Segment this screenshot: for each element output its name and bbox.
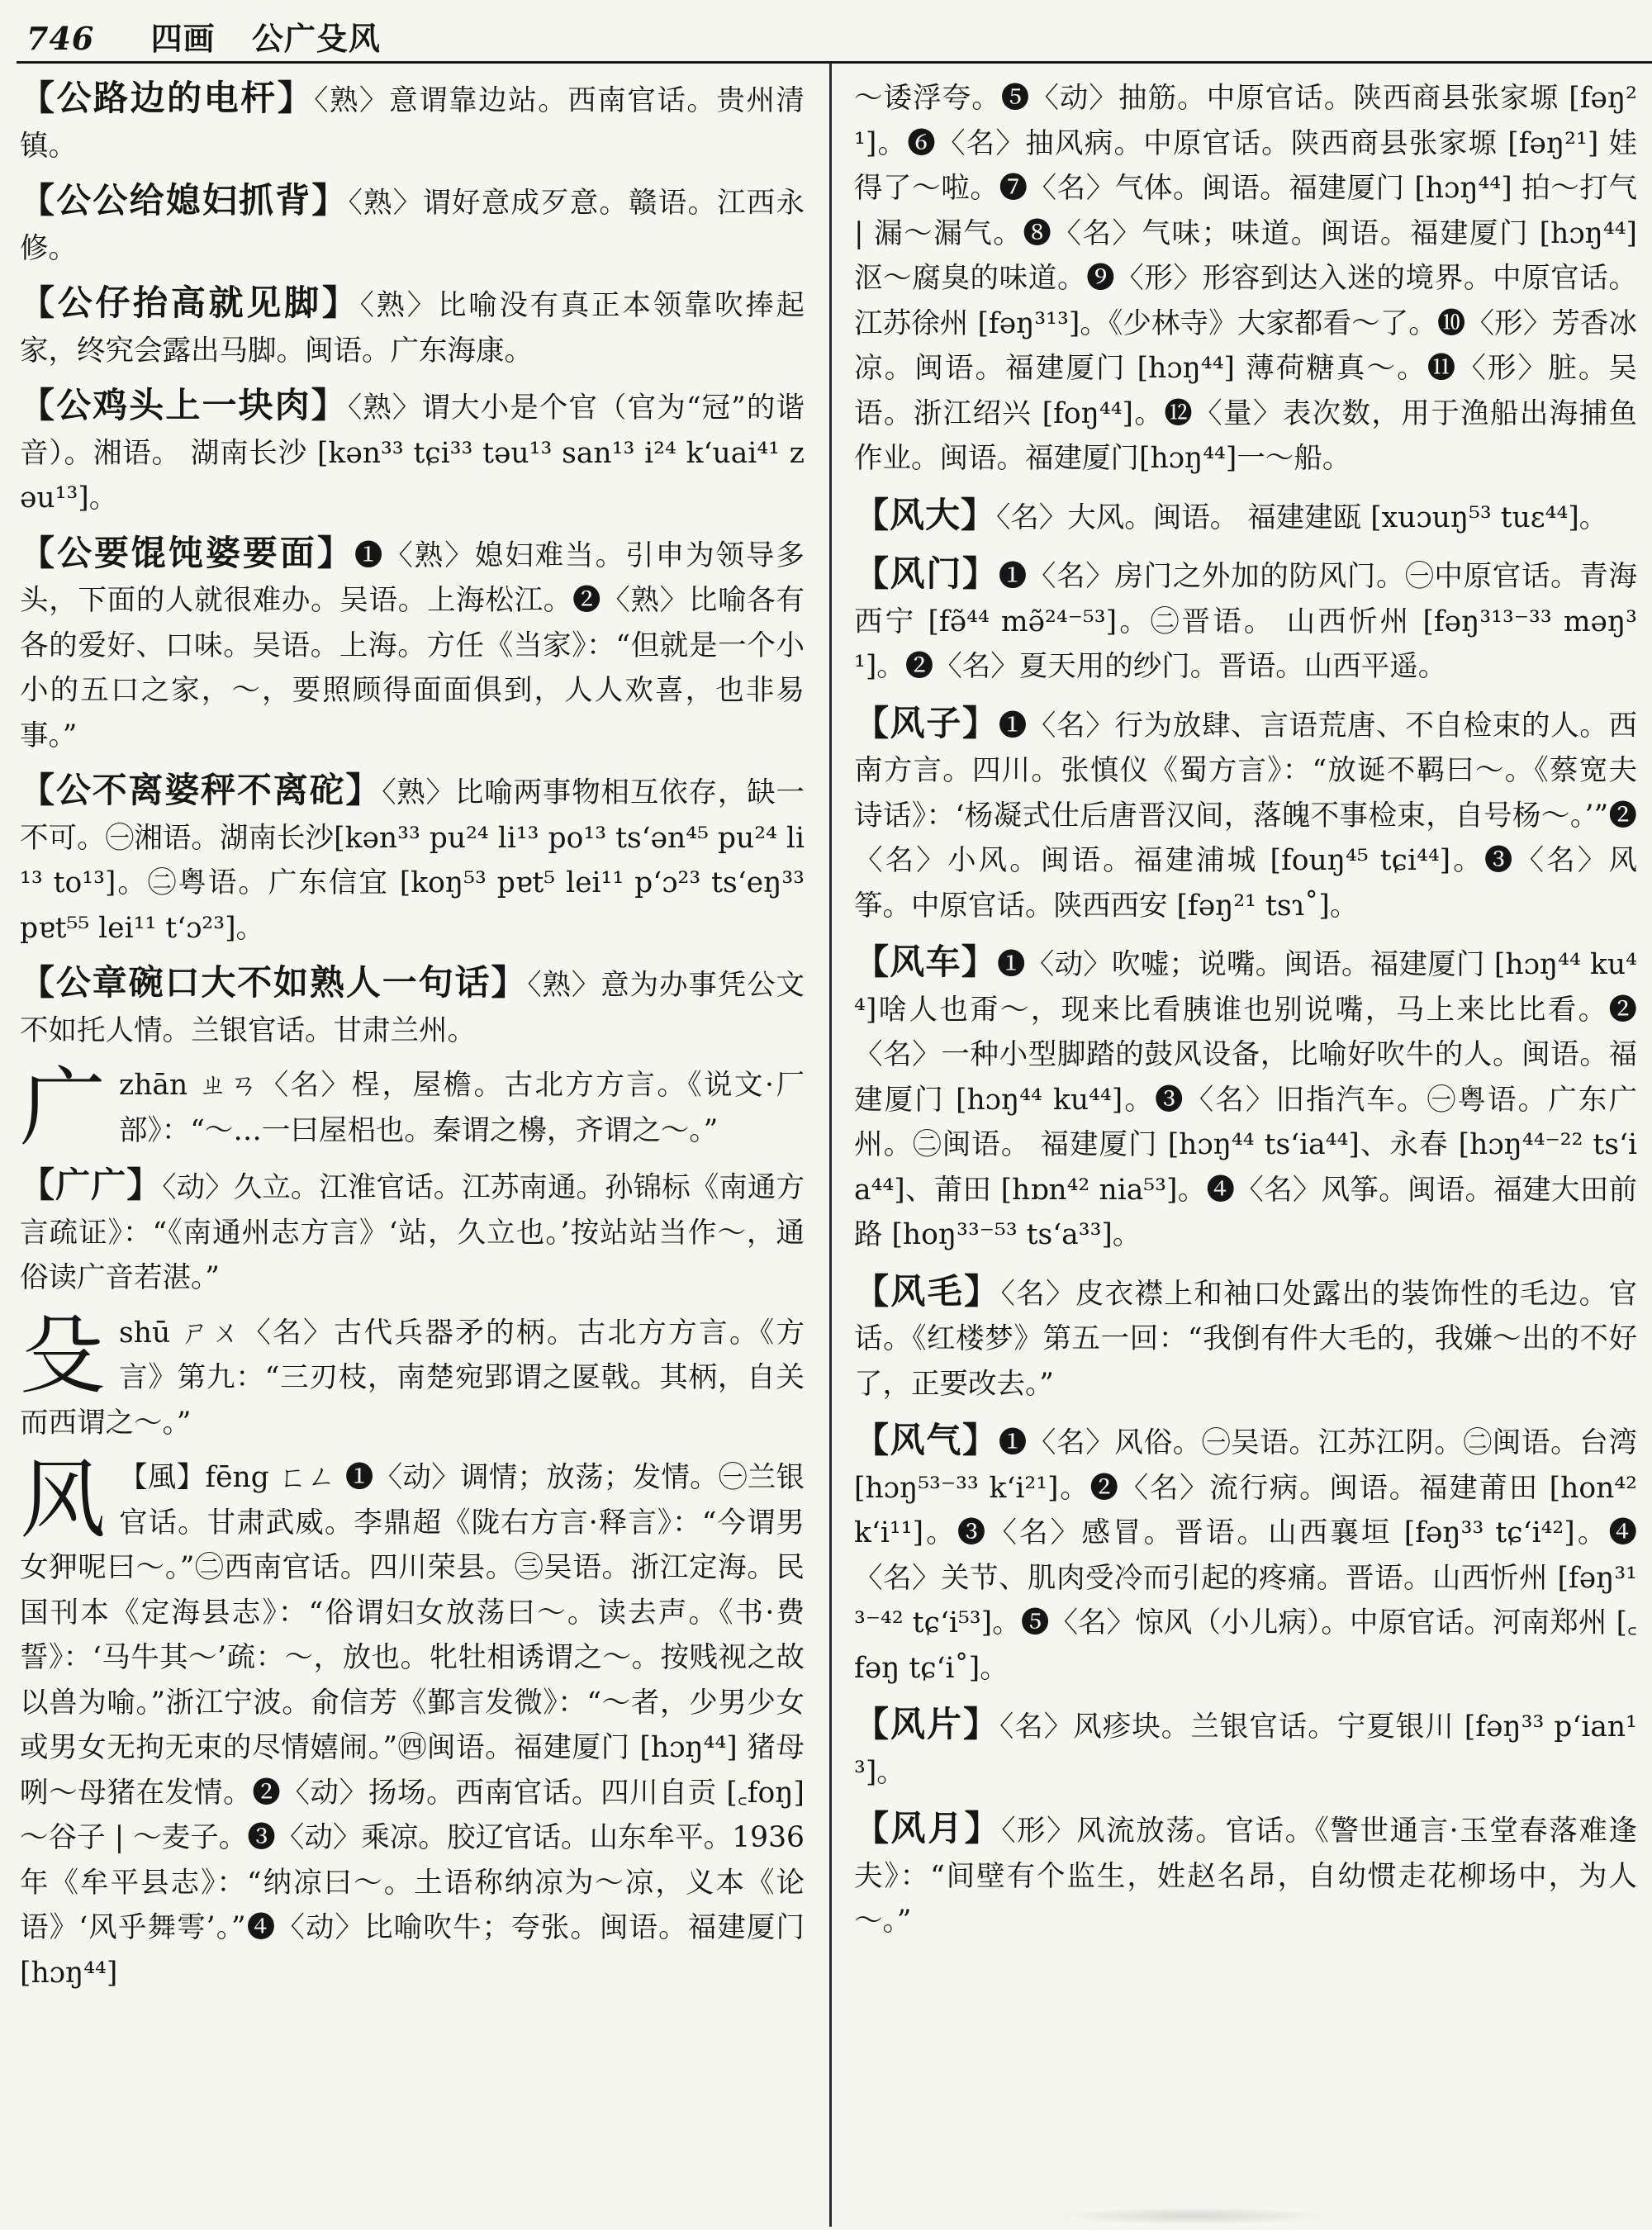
dictionary-entry bbox=[854, 1269, 1637, 1407]
entry-headword: 【公不离婆秤不离砣】 bbox=[20, 770, 382, 810]
character-entry bbox=[20, 1057, 805, 1158]
dictionary-entry bbox=[20, 76, 805, 168]
entry-headword: 【风气】 bbox=[854, 1420, 999, 1460]
entry-headword: 【公章碗口大不如熟人一句话】 bbox=[20, 962, 528, 1003]
character-entry bbox=[20, 1450, 805, 1995]
entry-definition: 〈名〉大风。闽语。 福建建瓯 [xuɔuŋ⁵³ tuɛ⁴⁴]。 bbox=[996, 501, 1608, 534]
entry-definition: ❶〈名〉行为放肆、言语荒唐、不自检束的人。西南方言。四川。张慎仪《蜀方言》：“放诞不羁曰～。《蔡宽夫诗话》：‘杨凝式仕后唐晋汉间，落魄不事检束，自号杨～。’”❷〈名〉小风。闽语。福建浦城 [fouŋ⁴⁵ tɕi⁴⁴]。❸〈名〉风筝。中原官话。陕西西安 [fəŋ²¹ tsɿ˚]。 bbox=[854, 709, 1637, 923]
character-entry bbox=[20, 1304, 805, 1446]
dictionary-entry bbox=[20, 531, 805, 759]
entry-headword: 【风片】 bbox=[854, 1704, 1000, 1744]
entry-headword: 【风门】 bbox=[854, 553, 999, 594]
entry-definition: 〈熟〉谓好意成歹意。赣语。江西永修。 bbox=[20, 187, 805, 265]
entry-definition: 【風】fēng ㄈㄥ ❶〈动〉调情；放荡；发情。㊀兰银官话。甘肃武威。李鼎超《陇右方言·释言》：“今谓男女狎呢曰～。”㊁西南官话。四川荣县。㊂吴语。浙江定海。民国刊本《定海县志》：“俗谓妇女放荡曰～。读去声。《书·费誓》：‘马牛其～’疏：～，放也。牝牡相诱谓之～。按贱视之故以兽为喻。”浙江宁波。俞信芳《鄞言发微》：“～者，少男少女或男女无拘无束的尽情嬉闹。”㊃闽语。福建厦门 [hɔŋ⁴⁴] 猪母咧～母猪在发情。❷〈动〉扬场。西南官话。四川自贡 [꜀foŋ] ～谷子 | ～麦子。❸〈动〉乘凉。胶辽官话。山东牟平。1936年《牟平县志》：“纳凉曰～。土语称纳凉为～凉，义本《论语》‘风乎舞雩’。”❹〈动〉比喻吹牛；夸张。闽语。福建厦门 [hɔŋ⁴⁴] bbox=[20, 1461, 805, 1990]
entry-definition: 〈熟〉意为办事凭公文不如托人情。兰银官话。甘肃兰州。 bbox=[20, 969, 805, 1047]
left-column bbox=[20, 76, 805, 2005]
entry-headword: 【风毛】 bbox=[854, 1270, 1001, 1312]
dictionary-entry bbox=[20, 178, 805, 271]
entry-headword: 【风大】 bbox=[854, 494, 997, 535]
entry-definition: ～诿浮夸。❺〈动〉抽筋。中原官话。陕西商县张家塬 [fəŋ²¹]。❻〈名〉抽风病。中原官话。陕西商县张家塬 [fəŋ²¹] 娃得了～啦。❼〈名〉气体。闽语。福建厦门 [hɔŋ⁴⁴] 拍～打气 | 漏～漏气。❽〈名〉气味；味道。闽语。福建厦门 [hɔŋ⁴⁴] 沤～腐臭的味道。❾〈形〉形容到达入迷的境界。中原官话。江苏徐州 [fəŋ³¹³]。《少林寺》大家都看～了。❿〈形〉芳香冰凉。闽语。福建厦门 [hɔŋ⁴⁴] 薄荷糖真～。⓫〈形〉脏。吴语。浙江绍兴 [foŋ⁴⁴]。⓬〈量〉表次数，用于渔船出海捕鱼作业。闽语。福建厦门[hɔŋ⁴⁴]一～船。 bbox=[854, 82, 1637, 475]
dictionary-entry bbox=[20, 281, 805, 373]
dictionary-entry-continued bbox=[854, 76, 1637, 482]
head-character: 广 bbox=[20, 1057, 107, 1158]
entry-definition: 〈动〉久立。江淮官话。江苏南通。孙锦标《南通方言疏证》：“《南通州志方言》‘站，久立也。’按站站当作～，通俗读广音若湛。” bbox=[20, 1171, 805, 1294]
entry-definition: 〈名〉风疹块。兰银官话。宁夏银川 [fəŋ³³ p‘ian¹³]。 bbox=[854, 1710, 1637, 1789]
right-column bbox=[854, 76, 1637, 1956]
entry-headword: 【公公给媳妇抓背】 bbox=[20, 180, 349, 221]
head-character: 殳 bbox=[20, 1304, 107, 1406]
entry-headword: 【风子】 bbox=[854, 702, 999, 743]
dictionary-entry bbox=[854, 1806, 1637, 1944]
entry-definition: 〈形〉风流放荡。官话。《警世通言·玉堂春落难逢夫》：“间壁有个监生，姓赵名昂，自幼惯走花柳场中，为人～。” bbox=[854, 1815, 1637, 1938]
entry-definition: zhān ㄓㄢ〈名〉桯，屋檐。古北方方言。《说文·厂部》：“～…一曰屋梠也。秦谓之櫋，齐谓之～。” bbox=[119, 1069, 805, 1147]
entry-definition: shū ㄕㄨ〈名〉古代兵器矛的柄。古北方方言。《方言》第九：“三刃枝，南楚宛郢谓之匽戟。其柄，自关而西谓之～。” bbox=[20, 1316, 805, 1440]
column-divider bbox=[829, 63, 832, 2227]
header-rule bbox=[17, 61, 1652, 64]
entry-definition: 〈熟〉意谓靠边站。西南官话。贵州清镇。 bbox=[20, 84, 805, 163]
entry-headword: 【风月】 bbox=[854, 1808, 1002, 1848]
entry-headword: 【公仔抬高就见脚】 bbox=[20, 282, 360, 323]
entry-headword: 【风车】 bbox=[854, 942, 997, 982]
dictionary-entry bbox=[854, 1702, 1637, 1795]
dictionary-entry bbox=[20, 383, 805, 521]
dictionary-entry bbox=[854, 701, 1637, 929]
page-number: 746 bbox=[26, 20, 95, 57]
entry-definition: ❶〈名〉风俗。㊀吴语。江苏江阴。㊁闽语。台湾 [hɔŋ⁵³⁻³³ k‘i²¹]。❷〈名〉流行病。闽语。福建莆田 [hon⁴² k‘i¹¹]。❸〈名〉感冒。晋语。山西襄垣 [fəŋ³³ tɕ‘i⁴²]。❹〈名〉关节、肌肉受冷而引起的疼痛。晋语。山西忻州 [fəŋ³¹³⁻⁴² tɕ‘i⁵³]。❺〈名〉惊风（小儿病）。中原官话。河南郑州 [꜀fəŋ tɕ‘i˚]。 bbox=[854, 1426, 1637, 1685]
entry-definition: 〈熟〉比喻两事物相互依存，缺一不可。㊀湘语。湖南长沙[kən³³ pu²⁴ li¹³ po¹³ ts‘ən⁴⁵ pu²⁴ li¹³ to¹³]。㊁粤语。广东信宜 [koŋ⁵³ pɐt⁵ lei¹¹ p‘ɔ²³ ts‘eŋ³³ pɐt⁵⁵ lei¹¹ t‘ɔ²³]。 bbox=[20, 776, 805, 945]
scan-smudge bbox=[1057, 2207, 1330, 2225]
entry-definition: 〈名〉皮衣襟上和袖口处露出的装饰性的毛边。官话。《红楼梦》第五一回：“我倒有件大毛的，我嫌～出的不好了，正要改去。” bbox=[854, 1277, 1637, 1401]
entry-definition: ❶〈熟〉媳妇难当。引申为领导多头，下面的人就很难办。吴语。上海松江。❷〈熟〉比喻各有各的爱好、口味。吴语。上海。方任《当家》：“但就是一个小小的五口之家，～，要照顾得面面俱到，人人欢喜，也非易事。” bbox=[20, 539, 805, 752]
section-label: 四画 bbox=[150, 20, 216, 57]
dictionary-entry bbox=[20, 768, 805, 951]
dictionary-entry bbox=[20, 1163, 805, 1301]
dictionary-entry bbox=[854, 493, 1637, 541]
entry-definition: 〈熟〉谓大小是个官（官为“冠”的谐音）。湘语。 湖南长沙 [kən³³ tɕi³³ təu¹³ san¹³ i²⁴ k‘uai⁴¹ zəu¹³]。 bbox=[20, 391, 805, 515]
dictionary-entry bbox=[854, 940, 1637, 1258]
dictionary-entry bbox=[854, 1418, 1637, 1691]
dictionary-entry bbox=[854, 552, 1637, 690]
headword-range: 公广殳风 bbox=[251, 20, 381, 57]
entry-definition: ❶〈动〉吹嘘；说嘴。闽语。福建厦门 [hɔŋ⁴⁴ ku⁴⁴]啥人也甭～，现来比看胰谁也别说嘴，马上来比比看。❷〈名〉一种小型脚踏的鼓风设备，比喻好吹牛的人。闽语。福建厦门 [hɔŋ⁴⁴ ku⁴⁴]。❸〈名〉旧指汽车。㊀粤语。广东广州。㊁闽语。 福建厦门 [hɔŋ⁴⁴ ts‘ia⁴⁴]、永春 [hɔŋ⁴⁴⁻²² ts‘ia⁴⁴]、莆田 [hɒn⁴² nia⁵³]。❹〈名〉风筝。闽语。福建大田前路 [hoŋ³³⁻⁵³ ts‘a³³]。 bbox=[854, 948, 1637, 1251]
entry-headword: 【公鸡头上一块肉】 bbox=[20, 385, 348, 425]
entry-headword: 【广广】 bbox=[20, 1165, 163, 1205]
entry-headword: 【公要馄饨婆要面】 bbox=[20, 532, 354, 573]
dictionary-entry bbox=[20, 961, 805, 1053]
entry-headword: 【公路边的电杆】 bbox=[20, 78, 315, 118]
entry-definition: 〈熟〉比喻没有真正本领靠吹捧起家，终究会露出马脚。闽语。广东海康。 bbox=[20, 289, 805, 368]
running-head bbox=[26, 13, 381, 59]
entry-definition: ❶〈名〉房门之外加的防风门。㊀中原官话。青海西宁 [fə̃⁴⁴ mə̃²⁴⁻⁵³]。㊁晋语。 山西忻州 [fəŋ³¹³⁻³³ məŋ³¹]。❷〈名〉夏天用的纱门。晋语。山西平遥。 bbox=[854, 560, 1637, 683]
head-character: 风 bbox=[20, 1450, 107, 1550]
